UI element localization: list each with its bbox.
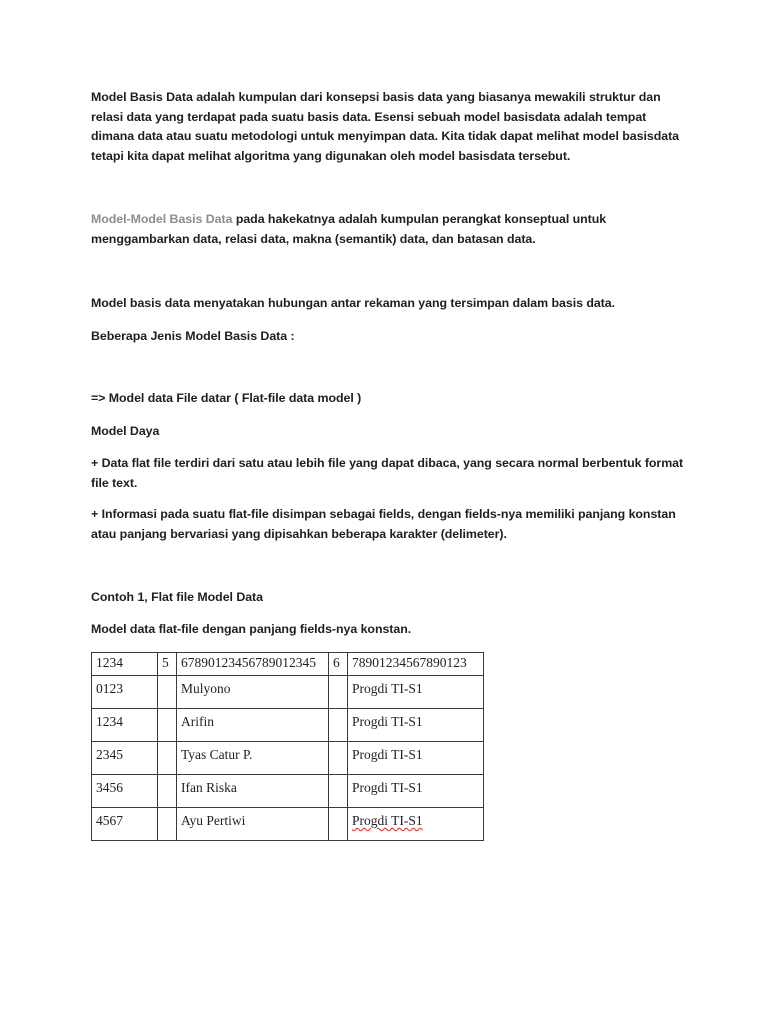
table-cell: Progdi TI-S1 bbox=[348, 709, 484, 742]
table-cell: 1234 bbox=[92, 653, 158, 676]
table-header-row bbox=[92, 653, 484, 676]
caption-fixed-length-fields: Model data flat-file dengan panjang fields-nya konstan. bbox=[91, 622, 412, 636]
table-cell: 4567 bbox=[92, 808, 158, 841]
table-cell: Tyas Catur P. bbox=[177, 742, 329, 775]
paragraph-model-models-text: pada hakekatnya adalah kumpulan perangkat konseptual untuk menggambarkan data, relasi data, makna (semantik) data, dan batasan data. bbox=[91, 212, 607, 246]
table-cell bbox=[158, 808, 177, 841]
table-cell bbox=[158, 709, 177, 742]
table-cell bbox=[329, 775, 348, 808]
table-cell: 1234 bbox=[92, 709, 158, 742]
table-row bbox=[92, 742, 484, 775]
table-cell: Progdi TI-S1 bbox=[348, 775, 484, 808]
paragraph-relationship: Model basis data menyatakan hubungan antar rekaman yang tersimpan dalam basis data. bbox=[91, 296, 615, 310]
paragraph-model-models bbox=[91, 210, 691, 249]
table-cell: Ifan Riska bbox=[177, 775, 329, 808]
table-row bbox=[92, 775, 484, 808]
table-row bbox=[92, 709, 484, 742]
table-cell bbox=[158, 742, 177, 775]
bullet-flat-file-text: + Data flat file terdiri dari satu atau lebih file yang dapat dibaca, yang secara normal berbentuk format file text. bbox=[91, 456, 684, 490]
paragraph-definition: Model Basis Data adalah kumpulan dari konsepsi basis data yang biasanya mewakili struktur dan relasi data yang terdapat pada suatu basis data. Esensi sebuah model basisdata adalah tempat dimana data atau suatu metodologi untuk menyimpan data. Kita tidak dapat melihat model basisdata tetapi kita dapat melihat algoritma yang digunakan oleh model basisdata tersebut. bbox=[91, 90, 679, 163]
table-cell: 2345 bbox=[92, 742, 158, 775]
table-cell bbox=[348, 808, 484, 841]
table-cell bbox=[158, 676, 177, 709]
table-cell: 3456 bbox=[92, 775, 158, 808]
heading-example-1: Contoh 1, Flat file Model Data bbox=[91, 590, 263, 604]
table-cell: 0123 bbox=[92, 676, 158, 709]
table-cell: 78901234567890123 bbox=[348, 653, 484, 676]
table-cell: 6 bbox=[329, 653, 348, 676]
table-cell bbox=[329, 742, 348, 775]
spellcheck-word: Progdi TI-S1 bbox=[352, 813, 423, 828]
flat-file-table bbox=[91, 652, 484, 841]
table-cell bbox=[329, 709, 348, 742]
bullet-flat-file-fields: + Informasi pada suatu flat-file disimpan sebagai fields, dengan fields-nya memiliki panjang konstan atau panjang bervariasi yang dipisahkan beberapa karakter (delimeter). bbox=[91, 507, 676, 541]
table-cell: Ayu Pertiwi bbox=[177, 808, 329, 841]
table-cell bbox=[158, 775, 177, 808]
table-row bbox=[92, 676, 484, 709]
table-cell: Progdi TI-S1 bbox=[348, 676, 484, 709]
table-cell: Arifin bbox=[177, 709, 329, 742]
heading-model-daya: Model Daya bbox=[91, 424, 160, 438]
table-row bbox=[92, 808, 484, 841]
table-cell: 5 bbox=[158, 653, 177, 676]
heading-model-types: Beberapa Jenis Model Basis Data : bbox=[91, 329, 295, 343]
table-cell: Progdi TI-S1 bbox=[348, 742, 484, 775]
heading-flat-file-model: => Model data File datar ( Flat-file data model ) bbox=[91, 391, 362, 405]
table-cell: Mulyono bbox=[177, 676, 329, 709]
table-cell bbox=[329, 808, 348, 841]
table-cell bbox=[329, 676, 348, 709]
table-cell: 67890123456789012345 bbox=[177, 653, 329, 676]
model-model-basis-data-link[interactable]: Model-Model Basis Data bbox=[91, 212, 233, 226]
